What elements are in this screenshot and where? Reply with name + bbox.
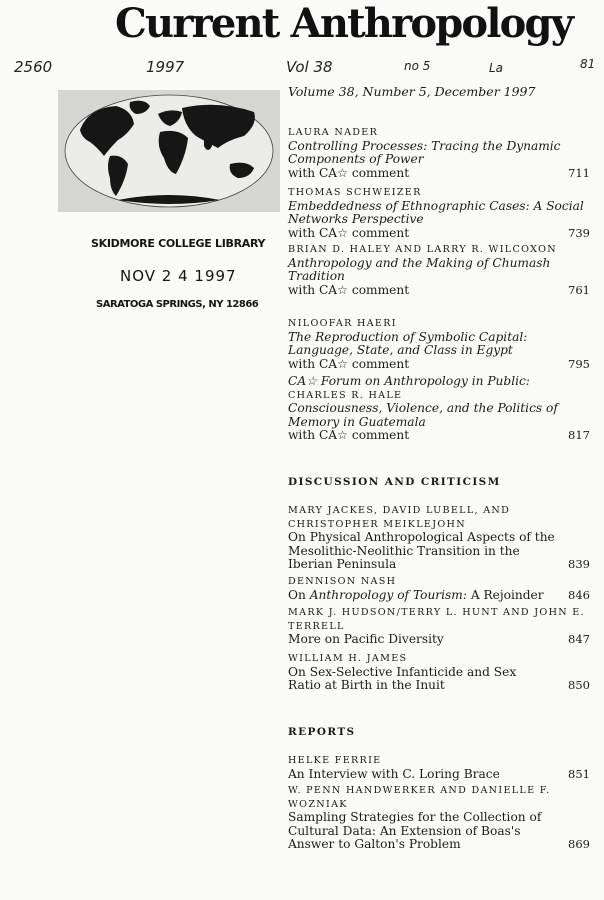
comment-note: with CA☆ comment [288,428,410,443]
article-authors: DENNISON NASH [288,576,397,587]
article-authors: W. PENN HANDWERKER AND DANIELLE F. WOZNIAK [288,785,551,810]
article-authors: CHARLES R. HALE [288,389,403,401]
article-authors: MARK J. HUDSON/TERRY L. HUNT AND JOHN E. TERRELL [288,607,585,632]
article-title: Consciousness, Violence, and the Politics of Memory in Guatemala [288,401,558,429]
article-title: The Reproduction of Symbolic Capital: Language, State, and Class in Egypt [288,329,528,358]
forum-label: CA☆ Forum on Anthropology in Public: [288,374,530,388]
section-heading-reports: REPORTS [288,726,356,738]
article-title: On Sex-Selective Infanticide and Sex Ratio at Birth in the Inuit [288,664,517,693]
report-entry[interactable] [288,754,590,781]
article-entry[interactable] [288,126,590,180]
world-map-icon [58,90,280,212]
handwritten-number: no 5 [404,59,431,73]
article-entry[interactable] [288,375,590,443]
page-number: 761 [568,282,590,297]
article-title: An Interview with C. Loring Brace [288,766,500,781]
discussion-entry[interactable] [288,606,590,647]
page-number: 846 [568,587,590,602]
page-number: 850 [568,678,590,693]
article-authors: THOMAS SCHWEIZER [288,187,422,198]
comment-note: with CA☆ comment [288,356,410,371]
handwritten-year: 1997 [146,58,185,76]
comment-note: with CA☆ comment [288,225,410,240]
article-authors: HELKE FERRIE [288,755,382,766]
article-entry[interactable] [288,243,590,297]
article-authors: NILOOFAR HAERI [288,318,397,329]
page-number: 847 [568,632,590,647]
page-number: 711 [568,165,590,180]
article-title: Sampling Strategies for the Collection of Cultural Data: An Extension of Boas's Answer to Galton's Problem [288,810,542,852]
handwritten-note: La [489,61,504,75]
article-title: On Physical Anthropological Aspects of the Mesolithic-Neolithic Transition in the Iberian Peninsula [288,530,555,572]
section-heading-discussion: DISCUSSION AND CRITICISM [288,476,501,488]
article-authors: BRIAN D. HALEY AND LARRY R. WILCOXON [288,244,557,255]
article-authors: LAURA NADER [288,127,379,138]
article-entry[interactable] [288,317,590,371]
page-number: 869 [568,837,590,852]
handwritten-volume: Vol 38 [286,58,333,76]
page-number: 795 [568,356,590,371]
article-authors: WILLIAM H. JAMES [288,653,408,664]
library-stamp-name: SKIDMORE COLLEGE LIBRARY [91,237,266,250]
article-title: Embeddedness of Ethnographic Cases: A Social Networks Perspective [288,198,584,227]
page-number: 839 [568,557,590,572]
discussion-entry[interactable] [288,575,590,602]
journal-masthead: Current Anthropology [115,0,573,47]
world-map-illustration [58,90,280,212]
comment-note: with CA☆ comment [288,165,410,180]
article-title: On Anthropology of Tourism: A Rejoinder [288,587,544,602]
article-title: Anthropology and the Making of Chumash Tradition [288,255,551,284]
comment-note: with CA☆ comment [288,282,410,297]
page-number: 851 [568,766,590,781]
page-number: 739 [568,225,590,240]
discussion-entry[interactable] [288,652,590,693]
library-stamp-city: SARATOGA SPRINGS, NY 12866 [96,299,259,310]
handwritten-accession-number: 2560 [14,58,53,76]
discussion-entry[interactable] [288,504,590,572]
handwritten-corner-mark: 81 [580,57,596,71]
library-stamp-date: NOV 2 4 1997 [120,267,237,285]
article-title: More on Pacific Diversity [288,632,444,647]
report-entry[interactable] [288,784,590,852]
issue-volume-line: Volume 38, Number 5, December 1997 [288,84,536,99]
article-title: Controlling Processes: Tracing the Dynamic Components of Power [288,138,561,167]
page-number: 817 [568,428,590,443]
article-entry[interactable] [288,186,590,240]
article-authors: MARY JACKES, DAVID LUBELL, AND CHRISTOPHER MEIKLEJOHN [288,505,511,530]
